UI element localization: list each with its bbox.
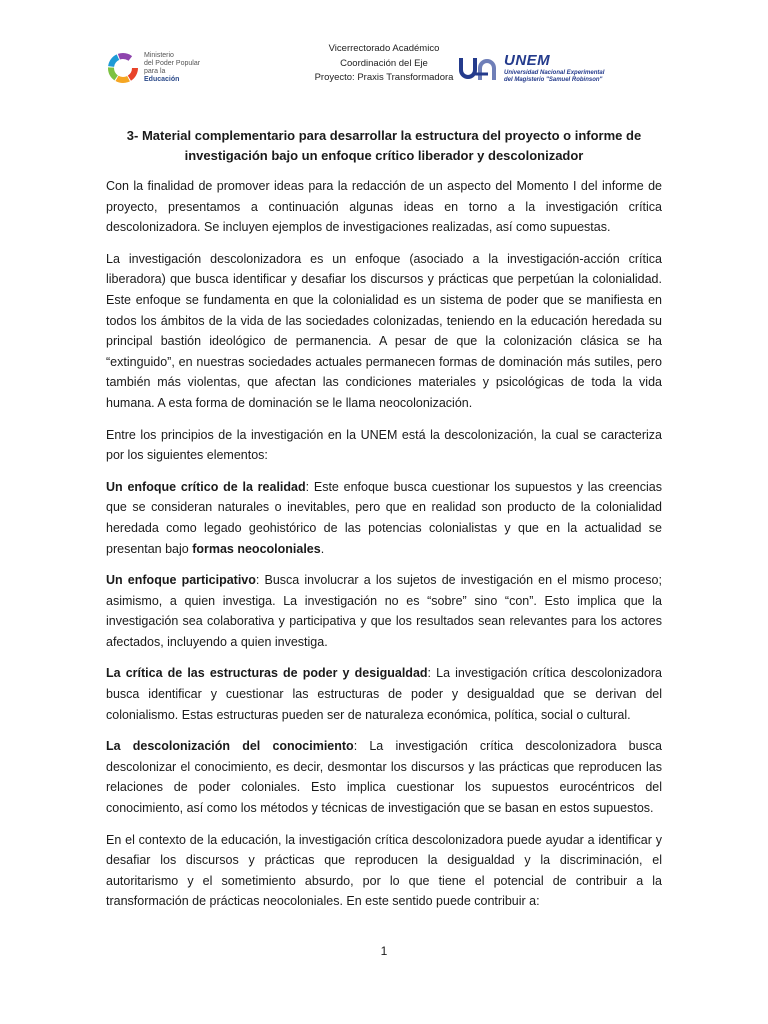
text-power-structures: : La investigación crítica descolonizadora busca identificar y cuestionar las estructuras de poder y desigualdad que se derivan del colonialismo. Estas estructuras pueden ser de naturaleza económica, política, social o cultural.: [106, 666, 662, 722]
heading-power-structures: La crítica de las estructuras de poder y desigualdad: [106, 666, 428, 681]
page-number: 1: [380, 944, 388, 958]
heading-critical-approach: Un enfoque crítico de la realidad: [106, 479, 306, 494]
title-line-2: investigación bajo un enfoque crítico liberador y descolonizador: [184, 148, 584, 163]
ministry-line-2: del Poder Popular: [144, 60, 201, 67]
unem-subtitle: [504, 70, 604, 84]
paragraph-principles: Entre los principios de la investigación en la UNEM está la descolonización, la cual se caracteriza por los siguientes elementos:: [106, 427, 662, 463]
text-critical-approach-end: .: [320, 541, 325, 556]
unem-subtitle-line-1: Universidad Nacional Experimental: [504, 70, 605, 76]
document-title: [106, 126, 662, 166]
unem-logo: [458, 52, 648, 86]
ministry-line-3-strong: Educación: [144, 76, 180, 83]
emphasis-neocolonial-forms: formas neocoloniales: [192, 541, 321, 556]
paragraph-critical-approach: [106, 477, 662, 559]
unem-name: UNEM: [504, 52, 551, 69]
header-center-text: [0, 42, 768, 86]
header-line-1: Vicerrectorado Académico: [328, 43, 440, 54]
text-decolonize-knowledge: : La investigación crítica descolonizadora busca descolonizar el conocimiento, es decir, desmontar los discursos y las prácticas que reproducen las relaciones de poder coloniales. Esto implica cuestionar los supuestos eurocéntricos del conocimiento, así como los métodos y técnicas de investigación que se basan en estos supuestos.: [106, 739, 662, 816]
paragraph-power-structures: [106, 663, 662, 725]
header-line-3: Proyecto: Praxis Transformadora: [314, 72, 454, 83]
paragraph-intro: Con la finalidad de promover ideas para la redacción de un aspecto del Momento I del informe de proyecto, presentamos a continuación algunas ideas en torno a la investigación crítica descolonizadora. Se incluyen ejemplos de investigaciones realizadas, así como supuestas.: [106, 179, 662, 235]
page-header: [0, 0, 768, 110]
unem-subtitle-line-2: del Magisterio "Samuel Robinson": [504, 77, 603, 83]
unem-emblem-icon: [458, 54, 502, 84]
title-line-1: 3- Material complementario para desarrollar la estructura del proyecto o informe de: [126, 128, 642, 143]
paragraph-participatory: [106, 570, 662, 652]
document-body: [106, 176, 662, 923]
text-critical-approach: : Este enfoque busca cuestionar los supuestos y las creencias que se consideran naturales o inevitables, pero que en realidad son producto de la colonialidad heredada como legado geohistórico de las potencias colonialistas y que en la actualidad se presentan bajo: [106, 479, 662, 556]
ministry-line-1: Ministerio: [144, 52, 174, 59]
heading-decolonize-knowledge: La descolonización del conocimiento: [106, 739, 354, 754]
ministry-line-3-text: para la: [144, 68, 166, 75]
header-line-2: Coordinación del Eje: [340, 57, 428, 69]
paragraph-decolonize-knowledge: [106, 736, 662, 818]
heading-participatory: Un enfoque participativo: [106, 573, 256, 588]
paragraph-education-context: En el contexto de la educación, la investigación crítica descolonizadora puede ayudar a identificar y desafiar los discursos y prácticas que reproducen la desigualdad y la discriminación, el autoritarismo y el sometimiento absurdo, por lo que tiene el potencial de contribuir a la transformación de prácticas neocoloniales. En este sentido puede contribuir a:: [106, 832, 662, 909]
text-participatory: : Busca involucrar a los sujetos de investigación en el mismo proceso; asimismo, a quien investiga. La investigación no es “sobre” sino “con”. Esto implica que la investigación sea colaborativa y participativa y que los resultados sean relevantes para los actores afectados, incluyendo a quien investiga.: [106, 573, 662, 649]
paragraph-definition: La investigación descolonizadora es un enfoque (asociado a la investigación-acción crítica liberadora) que busca identificar y desafiar los discursos y prácticas que perpetúan la colonialidad. Este enfoque se fundamenta en que la colonialidad es un sistema de poder que se manifiesta en todos los ámbitos de la vida de las sociedades colonizadas, teniendo en la educación heredada su principal bastión ideológico de permanencia. A pesar de que la colonización clásica se ha “extinguido”, en nuestras sociedades actuales permanecen formas de dominación más sutiles, pero también más violentas, que afectan las condiciones materiales y psicológicas de toda la vida humana. A esta forma de dominación se le llama neocolonización.: [106, 251, 662, 410]
